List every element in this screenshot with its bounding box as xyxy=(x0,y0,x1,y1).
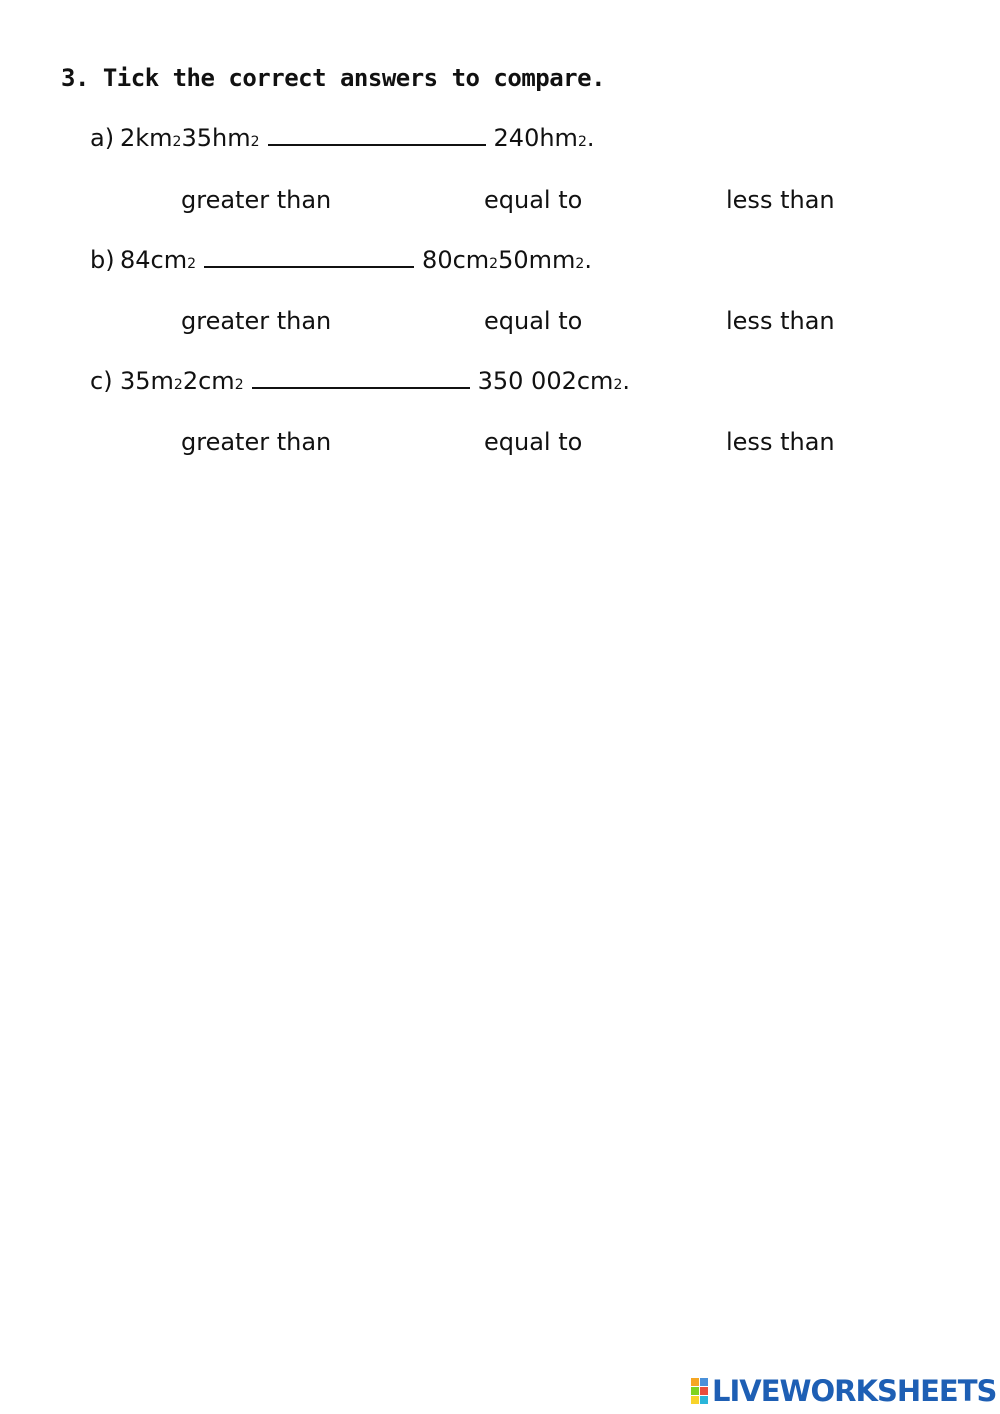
liveworksheets-logo xyxy=(691,1374,996,1408)
logo-block xyxy=(691,1396,699,1404)
left-quantity-part: 35hm xyxy=(181,124,251,152)
logo-block xyxy=(700,1396,708,1404)
option-less-than[interactable]: less than xyxy=(726,307,835,335)
question-letter: b) xyxy=(90,246,115,274)
period: . xyxy=(584,246,592,274)
period: . xyxy=(622,367,630,395)
option-equal-to[interactable]: equal to xyxy=(484,186,583,214)
question-b: b) 84cm 2 80cm 2 50mm 2 . xyxy=(90,246,592,274)
logo-block xyxy=(700,1378,708,1386)
option-greater-than[interactable]: greater than xyxy=(181,428,332,456)
answer-blank[interactable] xyxy=(252,367,470,389)
question-letter: a) xyxy=(90,124,115,152)
answer-blank[interactable] xyxy=(204,246,414,268)
left-quantity-part: 84cm xyxy=(120,246,188,274)
answer-blank[interactable] xyxy=(268,124,486,146)
left-quantity-part: 2km xyxy=(120,124,173,152)
question-c: c) 35m 2 2cm 2 350 002cm 2 . xyxy=(90,367,630,395)
right-quantity-part: 50mm xyxy=(498,246,576,274)
right-quantity-part: 80cm xyxy=(422,246,490,274)
option-greater-than[interactable]: greater than xyxy=(181,307,332,335)
logo-block xyxy=(691,1387,699,1395)
logo-blocks-icon xyxy=(691,1378,708,1404)
option-less-than[interactable]: less than xyxy=(726,186,835,214)
logo-block xyxy=(700,1387,708,1395)
option-greater-than[interactable]: greater than xyxy=(181,186,332,214)
left-quantity-part: 35m xyxy=(120,367,174,395)
option-equal-to[interactable]: equal to xyxy=(484,428,583,456)
option-less-than[interactable]: less than xyxy=(726,428,835,456)
question-title: 3. Tick the correct answers to compare. xyxy=(61,64,606,92)
period: . xyxy=(586,124,595,152)
option-equal-to[interactable]: equal to xyxy=(484,307,583,335)
logo-block xyxy=(691,1378,699,1386)
right-quantity-part: 350 002cm xyxy=(477,367,614,395)
logo-text: LIVEWORKSHEETS xyxy=(712,1374,997,1408)
question-a: a) 2km 2 35hm 2 240hm 2 . xyxy=(90,124,595,152)
question-letter: c) xyxy=(90,367,113,395)
left-quantity-part: 2cm xyxy=(182,367,235,395)
right-quantity-part: 240hm xyxy=(493,124,578,152)
